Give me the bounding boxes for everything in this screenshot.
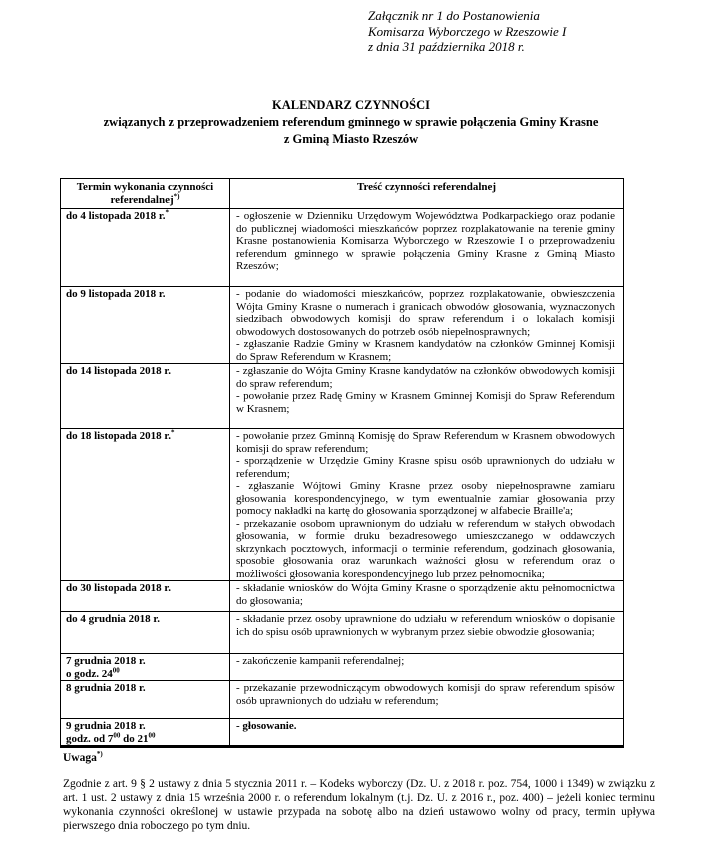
note-label-text: Uwaga — [63, 752, 97, 764]
table-row — [61, 209, 624, 287]
content-item: - zakończenie kampanii referendalnej; — [236, 655, 405, 667]
content-item: - głosowanie. — [236, 720, 297, 732]
term-date: do 30 listopada 2018 r. — [66, 582, 172, 594]
term-date: 7 grudnia 2018 r. — [66, 655, 146, 667]
attachment-note-line: Komisarza Wyborczego w Rzeszowie I — [368, 23, 567, 39]
note-footnote-mark: *) — [96, 750, 103, 759]
content-item: - składanie przez osoby uprawnione do udziału w referendum wniosków o dopisanie ich do spisu osób uprawnionych w wybranym przez siebie obwodzie głosowania; — [236, 613, 615, 638]
term-time-sup2: 00 — [148, 730, 156, 739]
term-footnote-mark: * — [165, 208, 170, 217]
header-term-line1: Termin wykonania czynności — [76, 181, 214, 193]
table-row — [61, 364, 624, 429]
content-cell — [230, 287, 624, 364]
content-item: - składanie wniosków do Wójta Gminy Krasne o sporządzenie aktu pełnomocnictwa do głosowania; — [236, 582, 615, 607]
content-item: - powołanie przez Radę Gminy w Krasnem Gminnej Komisji do Spraw Referendum w Krasnem; — [236, 390, 615, 415]
page-title-line1: KALENDARZ CZYNNOŚCI — [271, 98, 430, 112]
term-time-text: o godz. 24 — [66, 667, 113, 680]
term-time — [66, 730, 225, 746]
term-cell — [61, 287, 230, 364]
term-cell — [61, 719, 230, 747]
content-cell — [230, 654, 624, 681]
table-row — [61, 681, 624, 719]
term-date: do 9 listopada 2018 r. — [66, 288, 166, 300]
table-header-row — [61, 179, 624, 209]
term-time-sup: 00 — [113, 730, 121, 739]
page-title-line3: z Gminą Miasto Rzeszów — [283, 132, 419, 146]
term-time-text: godz. od 7 — [66, 732, 114, 745]
term-date: do 18 listopada 2018 r. — [66, 430, 172, 442]
note-label — [63, 752, 103, 764]
page-title-line2: związanych z przeprowadzeniem referendum gminnego w sprawie połączenia Gminy Krasne — [103, 115, 599, 129]
term-footnote-mark: * — [171, 428, 175, 437]
term-cell — [61, 429, 230, 581]
header-term-footnote-mark: *) — [173, 191, 180, 200]
attachment-note-line: Załącznik nr 1 do Postanowienia — [368, 8, 540, 23]
header-content-column: Treść czynności referendalnej — [230, 179, 624, 209]
attachment-note — [368, 8, 566, 55]
term-date: do 14 listopada 2018 r. — [66, 365, 172, 377]
content-item: - zgłaszanie do Wójta Gminy Krasne kandydatów na członków obwodowych komisji do spraw referendum; — [236, 365, 615, 390]
term-cell — [61, 209, 230, 287]
term-date: do 4 grudnia 2018 r. — [66, 613, 161, 625]
table-row — [61, 581, 624, 612]
content-item: - przekazanie osobom uprawnionym do udziału w referendum w stałych obwodach głosowania, w formie druku bezadresowego umieszczanego w oddawczych skrzynkach pocztowych, informacji o terminie referendum, godzinach głosowania, sposobie głosowania oraz warunkach ważności głosu w referendum oraz o możliwości głosowania korespondencyjnego lub przez pełnomocnika; — [236, 517, 615, 580]
content-cell — [230, 364, 624, 429]
term-cell — [61, 364, 230, 429]
table-row — [61, 719, 624, 747]
content-cell — [230, 681, 624, 719]
content-cell — [230, 719, 624, 747]
term-date: do 4 listopada 2018 r. — [66, 210, 166, 222]
term-cell — [61, 654, 230, 681]
header-term-column — [61, 179, 230, 209]
content-item: - sporządzenie w Urzędzie Gminy Krasne spisu osób uprawnionych do udziału w referendum; — [236, 455, 615, 480]
term-time — [66, 665, 225, 681]
table-row — [61, 287, 624, 364]
table-row — [61, 612, 624, 654]
attachment-note-line: z dnia 31 października 2018 r. — [368, 39, 525, 54]
term-date: 9 grudnia 2018 r. — [66, 720, 146, 732]
table-row — [61, 429, 624, 581]
content-item: - zgłaszanie Wójtowi Gminy Krasne przez osoby niepełnosprawne zamiaru głosowania korespondencyjnego, w tym ewentualnie zamiar głosowania przy pomocy nakładki na kartę do głosowania sporządzonej w alfabecie Braille'a; — [236, 480, 615, 517]
term-time-text2: do 21 — [120, 732, 149, 745]
header-term-line2: referendalnej — [110, 193, 174, 206]
content-item: - zgłaszanie Radzie Gminy w Krasnem kandydatów na członków Gminnej Komisji do Spraw Referendum w Krasnem; — [236, 338, 615, 363]
term-cell — [61, 681, 230, 719]
content-cell — [230, 429, 624, 581]
term-time-sup: 00 — [112, 665, 120, 674]
content-item: - przekazanie przewodniczącym obwodowych komisji do spraw referendum spisów osób uprawnionych do udziału w referendum; — [236, 682, 615, 707]
content-item: - podanie do wiadomości mieszkańców, poprzez rozplakatowanie, obwieszczenia Wójta Gminy Krasne o numerach i granicach obwodów głosowania, wyznaczonych siedzibach obwodowych komisji do spraw referendum i o lokalach komisji obwodowych dostosowanych do potrzeb osób niepełnosprawnych; — [236, 288, 615, 338]
content-cell — [230, 209, 624, 287]
term-cell — [61, 612, 230, 654]
table-row — [61, 654, 624, 681]
content-item: - ogłoszenie w Dzienniku Urzędowym Województwa Podkarpackiego oraz podanie do publicznej wiadomości mieszkańców poprzez rozplakatowanie na terenie gminy Krasne postanowienia Komisarza Wyborczego w Rzeszowie I o przeprowadzeniu referendum gminnego w sprawie połączenia Gminy Krasne z Gminą Miasto Rzeszów; — [236, 210, 615, 272]
page-title — [0, 97, 702, 148]
term-cell — [61, 581, 230, 612]
referendum-calendar-table — [60, 178, 624, 748]
content-cell — [230, 612, 624, 654]
content-cell — [230, 581, 624, 612]
content-item: - powołanie przez Gminną Komisję do Spraw Referendum w Krasnem obwodowych komisji do spraw referendum; — [236, 430, 615, 455]
note-text: Zgodnie z art. 9 § 2 ustawy z dnia 5 stycznia 2011 r. – Kodeks wyborczy (Dz. U. z 2018 r. poz. 754, 1000 i 1349) w związku z art. 1 ust. 2 ustawy z dnia 15 września 2000 r. o referendum lokalnym (t.j. Dz. U. z 2016 r., poz. 400) – jeżeli koniec terminu wykonania czynności określonej w ustawie przypada na sobotę albo na dzień ustawowo wolny od pracy, termin upływa pierwszego dnia roboczego po tym dniu. — [63, 778, 655, 832]
term-date: 8 grudnia 2018 r. — [66, 682, 146, 694]
